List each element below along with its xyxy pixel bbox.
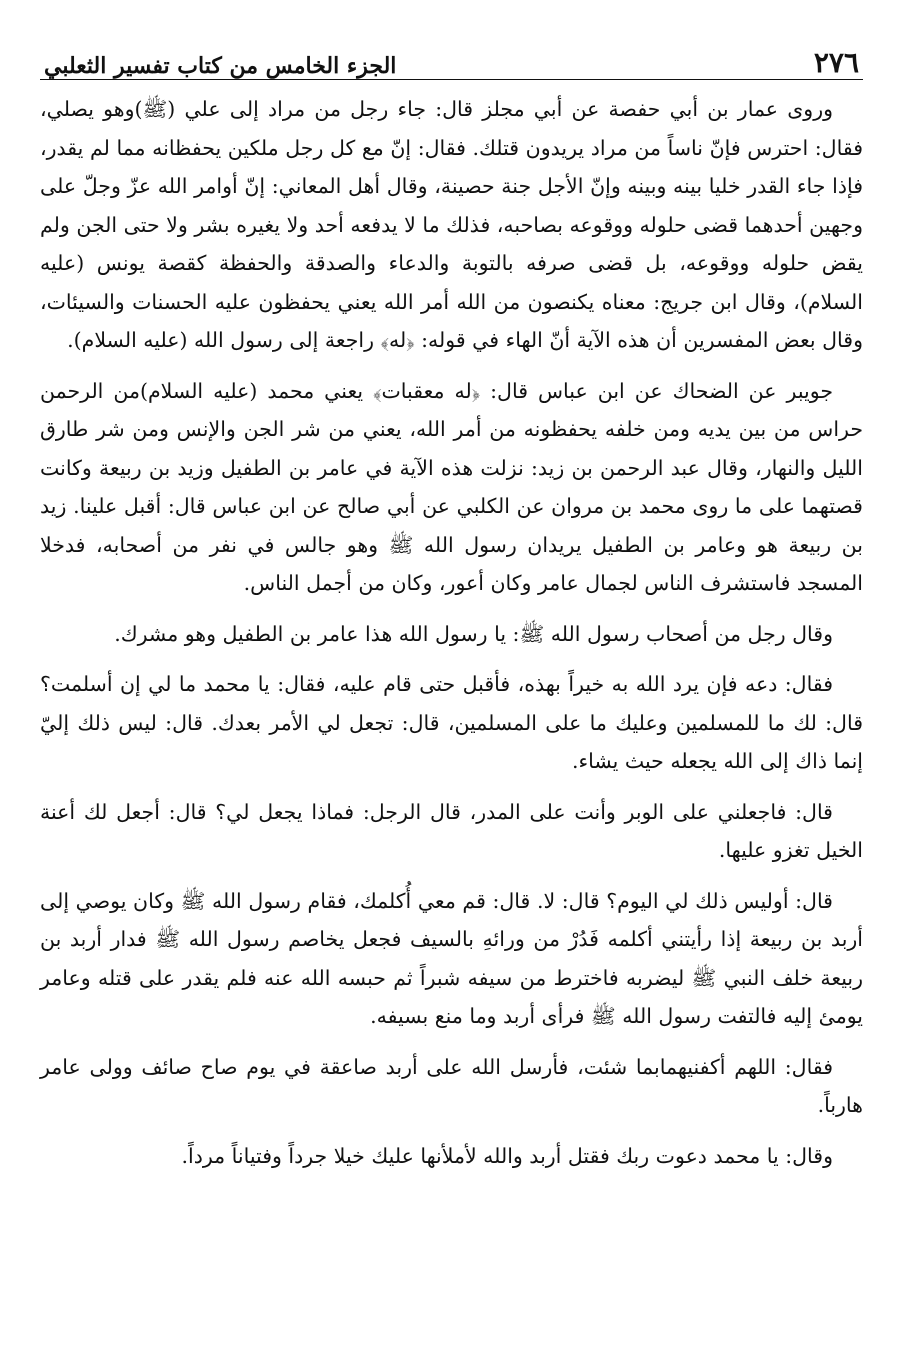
paragraph <box>40 882 863 1036</box>
page-number: ٢٧٦ <box>813 46 859 79</box>
paragraph-text: جويبر عن الضحاك عن ابن عباس قال: ﴿له معقبات﴾ يعني محمد (عليه السلام)من الرحمن حراس من بين يديه ومن خلفه يحفظونه من أمر الله، يعني من شر الجن والإنس ومن شر طارق الليل والنهار، وقال عبد الرحمن بن زيد: نزلت هذه الآية في عامر بن الطفيل وزيد بن ربيعة وكانت قصتهما على ما روى محمد بن مروان عن الكلبي عن أبي صالح عن ابن عباس قال: أقبل علينا. زيد بن ربيعة هو وعامر بن الطفيل يريدان رسول الله ﷺ وهو جالس في نفر من أصحابه، فدخلا المسجد فاستشرف الناس لجمال عامر وكان أعور، وكان من أجمل الناس. <box>40 378 863 595</box>
paragraph <box>40 372 863 603</box>
running-title: الجزء الخامس من كتاب تفسير الثعلبي <box>44 53 397 79</box>
page-body <box>40 90 863 1175</box>
page-header <box>40 38 863 80</box>
paragraph-text: فقال: دعه فإن يرد الله به خيراً بهذه، فأقبل حتى قام عليه، فقال: يا محمد ما لي إن أسلمت؟ قال: لك ما للمسلمين وعليك ما على المسلمين، قال: تجعل لي الأمر بعدك. قال: ليس ذلك إليّ إنما ذاك إلى الله يجعله حيث يشاء. <box>40 672 863 773</box>
paragraph-text: قال: أوليس ذلك لي اليوم؟ قال: لا. قال: قم معي أُكلمك، فقام رسول الله ﷺ وكان يوصي إلى أربد بن ربيعة إذا رأيتني أكلمه فَدُرْ من ورائهِ بالسيف فجعل يخاصم رسول الله ﷺ فدار أربد بن ربيعة خلف النبي ﷺ ليضربه فاخترط من سيفه شبراً ثم حبسه الله عنه فلم يقدر على قتله وعامر يومئ إليه فالتفت رسول الله ﷺ فرأى أربد وما منع بسيفه. <box>40 888 863 1028</box>
paragraph <box>40 1137 863 1176</box>
paragraph-text: وقال رجل من أصحاب رسول الله ﷺ: يا رسول الله هذا عامر بن الطفيل وهو مشرك. <box>114 621 833 646</box>
paragraph <box>40 615 863 654</box>
paragraph-text: فقال: اللهم أكفنيهمابما شئت، فأرسل الله على أربد صاعقة في يوم صاح صائف وولى عامر هارباً. <box>40 1054 863 1117</box>
paragraph-text: قال: فاجعلني على الوبر وأنت على المدر، قال الرجل: فماذا يجعل لي؟ قال: أجعل لك أعنة الخيل تغزو عليها. <box>40 799 863 862</box>
paragraph <box>40 665 863 781</box>
paragraph <box>40 793 863 870</box>
paragraph-text: وقال: يا محمد دعوت ربك فقتل أربد والله لأملأنها عليك خيلا جرداً وفتياناً مرداً. <box>181 1143 833 1168</box>
paragraph <box>40 90 863 360</box>
paragraph-text: وروى عمار بن أبي حفصة عن أبي مجلز قال: جاء رجل من مراد إلى علي (ﷺ)وهو يصلي، فقال: احترس فإنّ ناساً من مراد يريدون قتلك. فقال: إنّ مع كل رجل ملكين يحفظانه مما لم يقدر، فإذا جاء القدر خليا بينه وبينه وإنّ الأجل جنة حصينة، وقال أهل المعاني: إنّ أوامر الله عزّ وجلّ على وجهين أحدهما قضى حلوله ووقوعه بصاحبه، فذلك ما لا يدفعه أحد ولا يغيره بشر ولا حتى الجن ولم يقض حلوله ووقوعه، بل قضى صرفه بالتوبة والدعاء والصدقة والحفظة كقصة يونس (عليه السلام)، وقال ابن جريج: معناه يكنصون من الله أمر الله يعني يحفظون عليه الحسنات والسيئات، وقال بعض المفسرين أن هذه الآية أنّ الهاء في قوله: ﴿له﴾ راجعة إلى رسول الله (عليه السلام). <box>40 97 863 352</box>
paragraph <box>40 1048 863 1125</box>
